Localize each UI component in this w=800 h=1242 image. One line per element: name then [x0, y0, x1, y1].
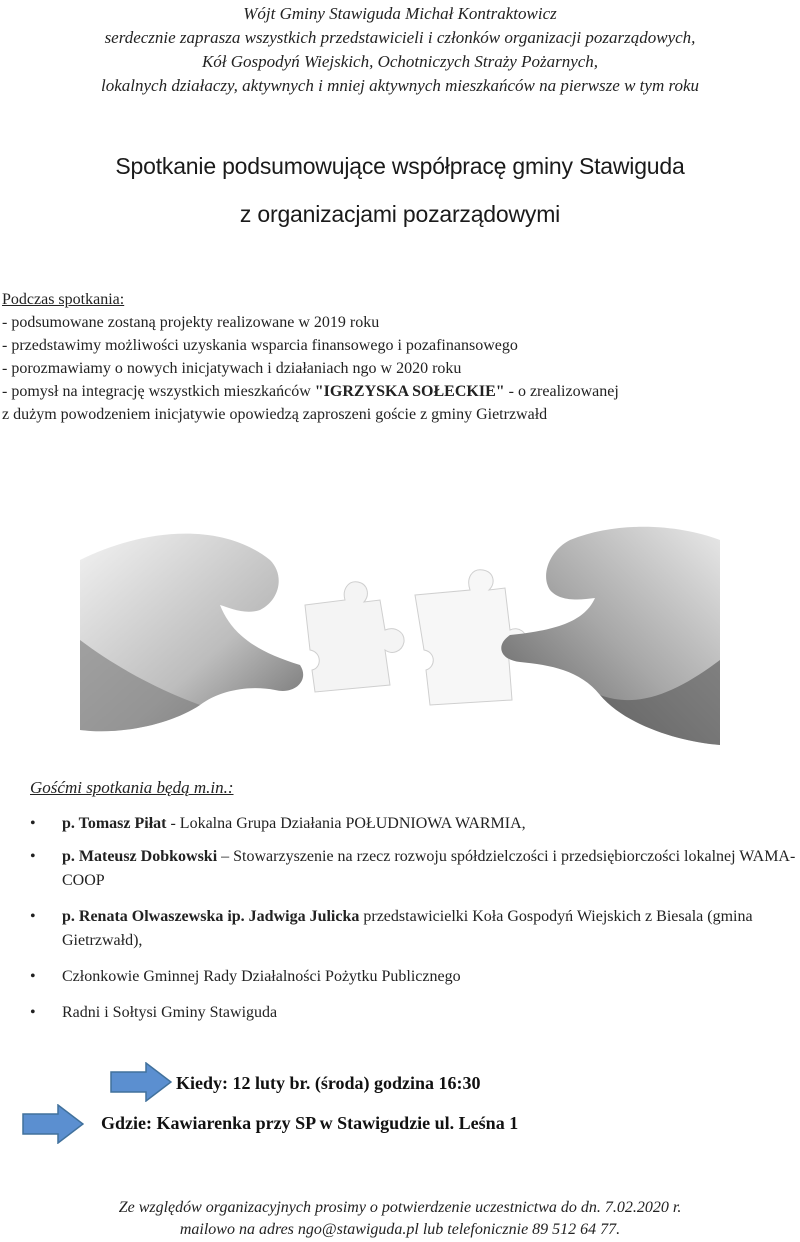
agenda-item: - porozmawiamy o nowych inicjatywach i działaniach ngo w 2020 roku [2, 360, 462, 377]
agenda-item: - podsumowane zostaną projekty realizowane w 2019 roku [2, 314, 380, 331]
list-item: • Członkowie Gminnej Rady Działalności Pożytku Publicznego [28, 965, 798, 989]
intro-line-2: serdecznie zaprasza wszystkich przedstawicieli i członków organizacji pozarządowych, [104, 28, 696, 47]
rsvp-note [0, 1197, 800, 1241]
guest-affiliation: – Stowarzyszenie na rzecz rozwoju spółdzielczości i przedsiębiorczości lokalnej WAMA-COOP [62, 848, 796, 889]
hands-puzzle-image [80, 520, 720, 750]
agenda-item-text: - pomysł na integrację wszystkich mieszkańców [2, 383, 315, 400]
agenda-heading: Podczas spotkania: [2, 291, 125, 308]
list-item: • Radni i Sołtysi Gminy Stawiguda [28, 1001, 798, 1025]
meeting-title-line-2: z organizacjami pozarządowymi [239, 201, 561, 227]
agenda-item-text: - o zrealizowanej [504, 383, 619, 400]
guest-affiliation: - Lokalna Grupa Działania POŁUDNIOWA WARMIA, [166, 815, 526, 832]
event-name: "IGRZYSKA SOŁECKIE" [314, 383, 505, 400]
guest-name: p. Tomasz Piłat [62, 815, 167, 832]
arrow-right-icon [110, 1062, 172, 1102]
guest-name: p. Mateusz Dobkowski [62, 848, 218, 865]
meeting-title-line-1: Spotkanie podsumowujące współpracę gminy Stawiguda [115, 153, 685, 179]
agenda-item [2, 380, 798, 403]
intro-line-4: lokalnych działaczy, aktywnych i mniej aktywnych mieszkańców na pierwsze w tym roku [100, 76, 699, 95]
guests-heading: Gośćmi spotkania będą m.in.: [30, 778, 234, 797]
guest-affiliation: przedstawicielki Koła Gospodyń Wiejskich z Biesala (gmina Gietrzwałd), [62, 908, 753, 949]
invitation-intro [0, 2, 800, 98]
intro-line-1: Wójt Gminy Stawiguda Michał Kontraktowicz [243, 4, 557, 23]
intro-line-3: Kół Gospodyń Wiejskich, Ochotniczych Straży Pożarnych, [201, 52, 599, 71]
list-item [28, 812, 798, 836]
agenda-item: - przedstawimy możliwości uzyskania wsparcia finansowego i pozafinansowego [2, 337, 518, 354]
event-date: Kiedy: 12 luty br. (środa) godzina 16:30 [176, 1073, 481, 1093]
list-item [28, 905, 798, 953]
arrow-right-icon [22, 1104, 84, 1144]
guest-list [28, 808, 798, 1025]
left-puzzle-piece [305, 582, 404, 692]
rsvp-line-1: Ze względów organizacyjnych prosimy o potwierdzenie uczestnictwa do dn. 7.02.2020 r. [118, 1199, 682, 1216]
guest-name: p. Renata Olwaszewska ip. Jadwiga Julicka [62, 908, 360, 925]
rsvp-line-2: mailowo na adres ngo@stawiguda.pl lub telefonicznie 89 512 64 77. [179, 1221, 621, 1238]
list-item [28, 845, 798, 893]
event-location: Gdzie: Kawiarenka przy SP w Stawigudzie ul. Leśna 1 [101, 1113, 519, 1133]
agenda-section [2, 288, 798, 426]
agenda-item: z dużym powodzeniem inicjatywie opowiedzą zaproszeni goście z gminy Gietrzwałd [2, 406, 548, 423]
